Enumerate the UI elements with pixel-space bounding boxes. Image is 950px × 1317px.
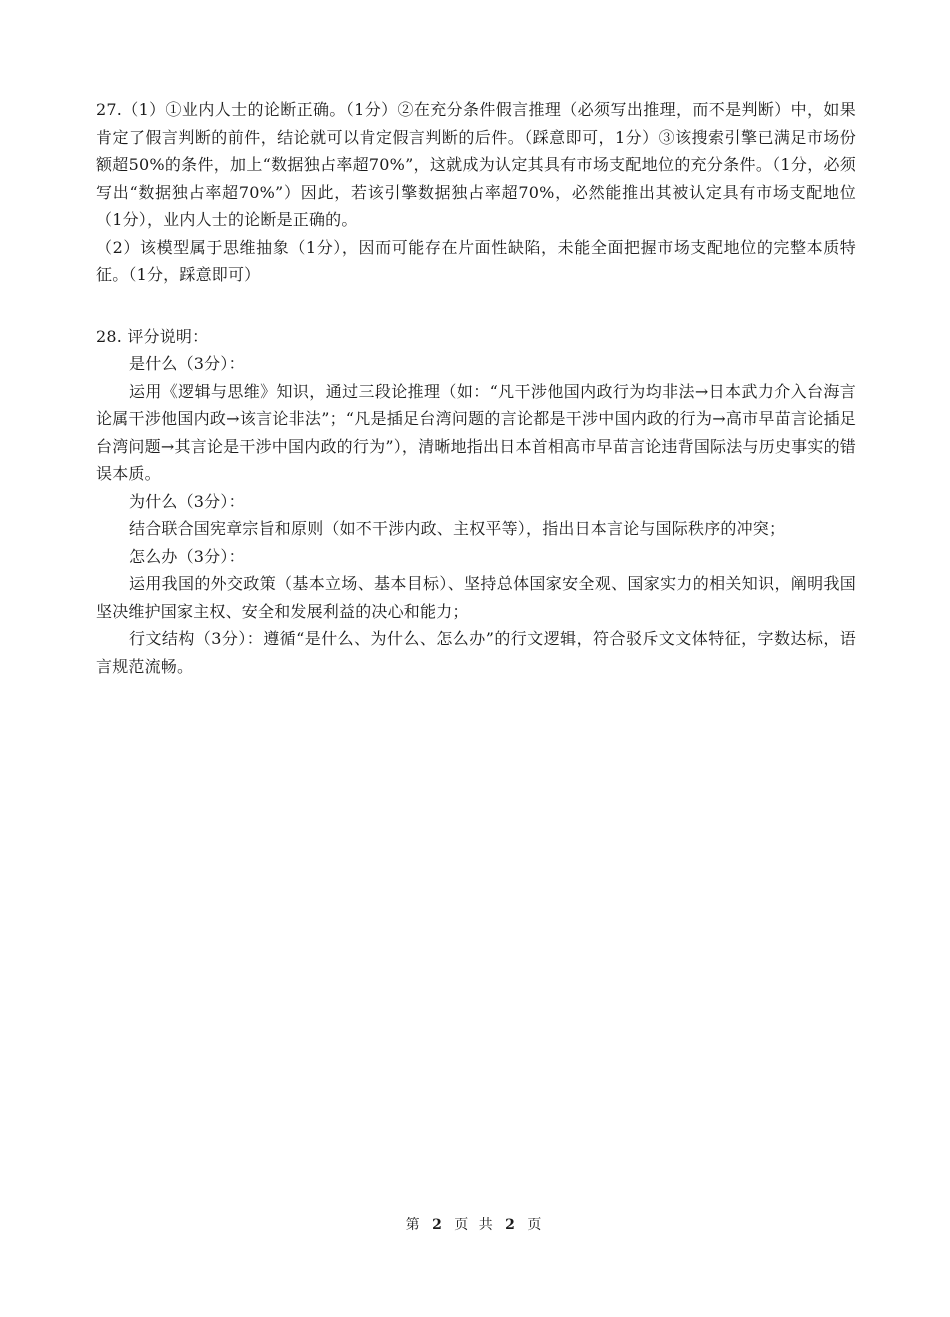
q28-why-label: 为什么（3分）： xyxy=(129,491,245,511)
q28-how-text: 运用我国的外交政策（基本立场、基本目标）、坚持总体国家安全观、国家实力的相关知识，阐明我国坚决维护国家主权、安全和发展利益的决心和能力； xyxy=(96,574,856,621)
q28-section xyxy=(96,323,856,681)
footer-prefix: 第 xyxy=(405,1217,423,1233)
q28-why-text: 结合联合国宪章宗旨和原则（如不干涉内政、主权平等），指出日本言论与国际秩序的冲突； xyxy=(129,519,786,538)
q28-what-label: 是什么（3分）： xyxy=(129,354,245,373)
q27-part1: 27.（1）①业内人士的论断正确。（1分）②在充分条件假言推理（必须写出推理，而不是判断）中，如果肯定了假言判断的前件，结论就可以肯定假言判断的后件。（踩意即可，1分）③该搜索引擎已满足市场份额超50%的条件，加上“数据独占率超70%”，这就成为认定其具有市场支配地位的充分条件。（1分，必须写出“数据独占率超70%”）因此，若该引擎数据独占率超70%，必然能推出其被认定具有市场支配地位（1分），业内人士的论断是正确的。 xyxy=(96,100,856,229)
q27-part2: （2）该模型属于思维抽象（1分），因而可能存在片面性缺陷，未能全面把握市场支配地位的完整本质特征。（1分，踩意即可） xyxy=(96,237,856,284)
q28-heading: 28. 评分说明： xyxy=(96,326,209,346)
q28-structure-text: 行文结构（3分）：遵循“是什么、为什么、怎么办”的行文逻辑，符合驳斥文文体特征，字数达标，语言规范流畅。 xyxy=(96,629,856,676)
q28-what-text: 运用《逻辑与思维》知识，通过三段论推理（如：“凡干涉他国内政行为均非法→日本武力介入台海言论属干涉他国内政→该言论非法”；“凡是插足台湾问题的言论都是干涉中国内政的行为→高市早苗言论插足台湾问题→其言论是干涉中国内政的行为”），清晰地指出日本首相高市早苗言论违背国际法与历史事实的错误本质。 xyxy=(96,381,856,483)
footer-page-number: 2 xyxy=(432,1217,445,1233)
footer-total-pages: 2 xyxy=(505,1217,518,1233)
page-footer xyxy=(0,1214,950,1234)
answer-page xyxy=(96,96,856,680)
footer-suffix: 页 xyxy=(527,1217,545,1233)
q28-how-label: 怎么办（3分）： xyxy=(129,546,245,566)
footer-middle: 页 共 xyxy=(454,1217,496,1233)
